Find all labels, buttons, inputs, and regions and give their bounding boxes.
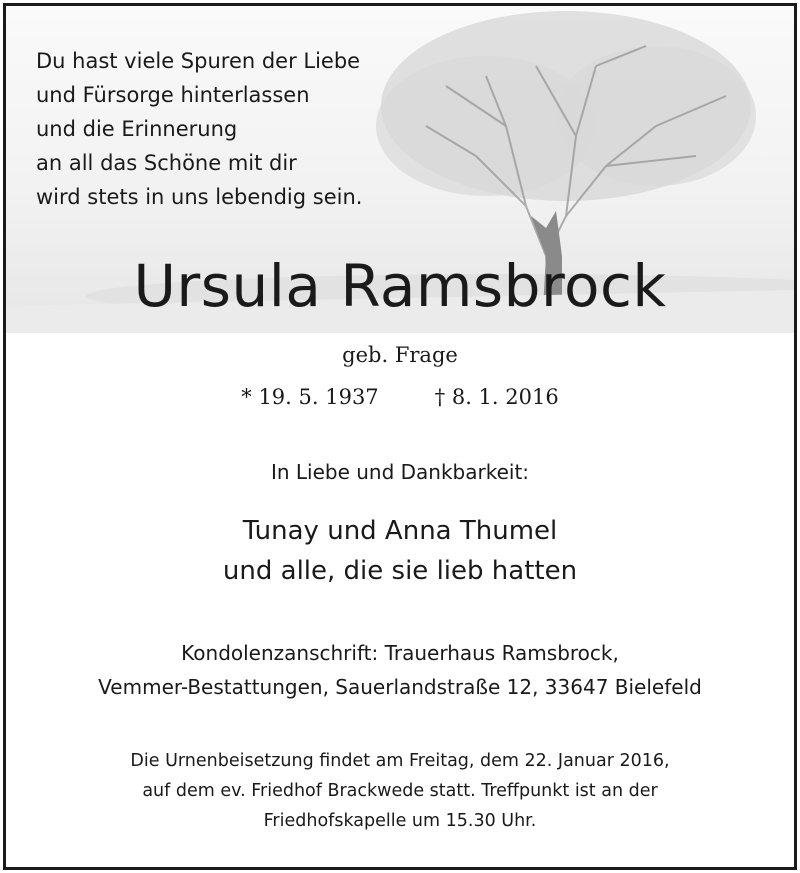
funeral-line: Die Urnenbeisetzung findet am Freitag, dem 22. Januar 2016, bbox=[130, 751, 670, 771]
death-date: † 8. 1. 2016 bbox=[434, 385, 559, 409]
mourners-intro: In Liebe und Dankbarkeit: bbox=[270, 460, 530, 484]
verse-line: Du hast viele Spuren der Liebe bbox=[36, 49, 361, 73]
verse-line: und Fürsorge hinterlassen bbox=[36, 83, 310, 107]
birth-date: * 19. 5. 1937 bbox=[241, 385, 379, 409]
funeral-details bbox=[6, 746, 794, 836]
verse-line: an all das Schöne mit dir bbox=[36, 151, 297, 175]
mourner-line: und alle, die sie lieb hatten bbox=[222, 556, 578, 586]
address-line: Kondolenzanschrift: Trauerhaus Ramsbrock, bbox=[181, 641, 619, 665]
funeral-line: Friedhofskapelle um 15.30 Uhr. bbox=[263, 811, 537, 831]
memorial-verse bbox=[36, 44, 362, 214]
mourner-line: Tunay und Anna Thumel bbox=[242, 516, 558, 546]
obituary-notice bbox=[3, 3, 797, 870]
address-line: Vemmer-Bestattungen, Sauerlandstraße 12, 33647 Bielefeld bbox=[98, 675, 702, 699]
verse-line: wird stets in uns lebendig sein. bbox=[36, 185, 363, 209]
maiden-name: geb. Frage bbox=[342, 343, 458, 367]
deceased-name: Ursula Ramsbrock bbox=[133, 252, 667, 320]
verse-line: und die Erinnerung bbox=[36, 117, 238, 141]
life-dates bbox=[6, 385, 794, 409]
mourners-list bbox=[6, 511, 794, 591]
condolence-address bbox=[6, 636, 794, 704]
funeral-line: auf dem ev. Friedhof Brackwede statt. Treffpunkt ist an der bbox=[142, 781, 658, 801]
